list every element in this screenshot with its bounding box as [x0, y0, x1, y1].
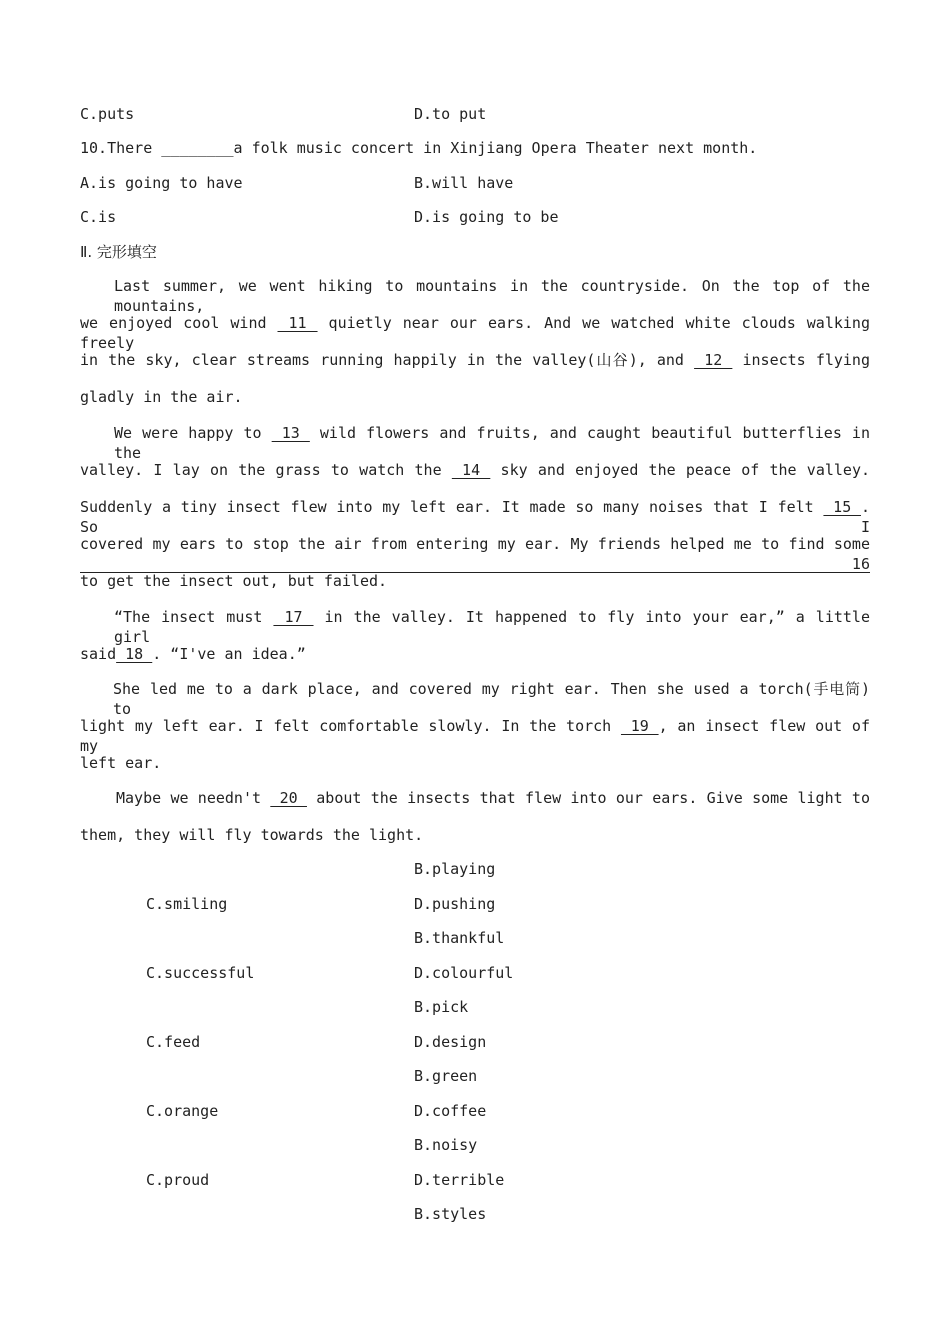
blank-14: 14 — [451, 461, 491, 479]
q12-option-c: C.successful — [146, 964, 255, 982]
passage-line: light my left ear. I felt comfortable slowly. In the torch 19 , an insect flew out of my — [80, 717, 870, 755]
q12-option-d: D.colourful — [414, 964, 514, 982]
q9-option-c: C.puts — [80, 105, 135, 123]
passage-line: Suddenly a tiny insect flew into my left ear. It made so many noises that I felt 15 . So I — [80, 498, 870, 536]
q10-stem-pre: 10.There — [80, 139, 162, 157]
passage-line: valley. I lay on the grass to watch the 14 sky and enjoyed the peace of the valley. — [80, 461, 871, 479]
q13-option-c: C.feed — [146, 1033, 201, 1051]
passage-paragraph-4 — [80, 679, 870, 790]
q11-option-b: B.playing — [414, 860, 496, 878]
q10-option-a: A.is going to have — [80, 174, 243, 192]
passage-line: She led me to a dark place, and covered my right ear. Then she used a torch(手电筒) to — [113, 680, 870, 718]
q10-option-b: B.will have — [414, 174, 514, 192]
passage-line: Maybe we needn't 20 about the insects that flew into our ears. Give some light to — [116, 789, 870, 807]
q15-option-c: C.proud — [146, 1171, 210, 1189]
blank-18: 18 — [116, 645, 153, 663]
passage-paragraph-5 — [80, 788, 870, 862]
passage-paragraph-3 — [80, 607, 870, 681]
section-title: Ⅱ. 完形填空 — [80, 243, 157, 261]
q12-option-b: B.thankful — [414, 929, 505, 947]
q15-option-b: B.noisy — [414, 1136, 478, 1154]
passage-line: to get the insect out, but failed. — [80, 572, 388, 590]
q13-option-d: D.design — [414, 1033, 487, 1051]
q9-option-d: D.to put — [414, 105, 487, 123]
passage-line: said 18 . “I've an idea.” — [80, 645, 306, 663]
blank-17: 17 — [273, 608, 314, 626]
blank-11: 11 — [277, 314, 318, 332]
q16-option-b: B.styles — [414, 1205, 487, 1223]
q14-option-d: D.coffee — [414, 1102, 487, 1120]
passage-line: we enjoyed cool wind 11 quietly near our ears. And we watched white clouds walking freely — [80, 314, 870, 352]
blank-20: 20 — [270, 789, 307, 807]
q10-stem — [80, 138, 757, 158]
blank-15: 15 — [823, 498, 861, 516]
passage-line: them, they will fly towards the light. — [80, 826, 424, 844]
q13-option-b: B.pick — [414, 998, 469, 1016]
q14-option-c: C.orange — [146, 1102, 219, 1120]
q10-stem-post: a folk music concert in Xinjiang Opera Theater next month. — [233, 139, 758, 157]
q11-option-c: C.smiling — [146, 895, 228, 913]
passage-line: gladly in the air. — [80, 388, 243, 406]
blank-16: 16 — [80, 555, 870, 573]
passage-paragraph-1 — [80, 276, 870, 424]
passage-line: We were happy to 13 wild flowers and fruits, and caught beautiful butterflies in the — [114, 424, 870, 462]
passage-line: covered my ears to stop the air from entering my ear. My friends helped me to find some 16 — [80, 535, 870, 573]
passage-paragraph-2 — [80, 423, 870, 608]
passage-line: in the sky, clear streams running happily in the valley(山谷), and 12 insects flying — [80, 351, 870, 369]
q14-option-b: B.green — [414, 1067, 478, 1085]
passage-line: “The insect must 17 in the valley. It happened to fly into your ear,” a little girl — [114, 608, 870, 646]
passage-line: left ear. — [80, 754, 162, 772]
q15-option-d: D.terrible — [414, 1171, 505, 1189]
passage-line: Last summer, we went hiking to mountains in the countryside. On the top of the mountains, — [114, 277, 870, 315]
q10-option-d: D.is going to be — [414, 208, 559, 226]
blank-19: 19 — [620, 717, 659, 735]
q11-option-d: D.pushing — [414, 895, 496, 913]
blank-12: 12 — [694, 351, 733, 369]
q10-blank: ________ — [161, 139, 234, 157]
q10-option-c: C.is — [80, 208, 117, 226]
blank-13: 13 — [271, 424, 310, 442]
